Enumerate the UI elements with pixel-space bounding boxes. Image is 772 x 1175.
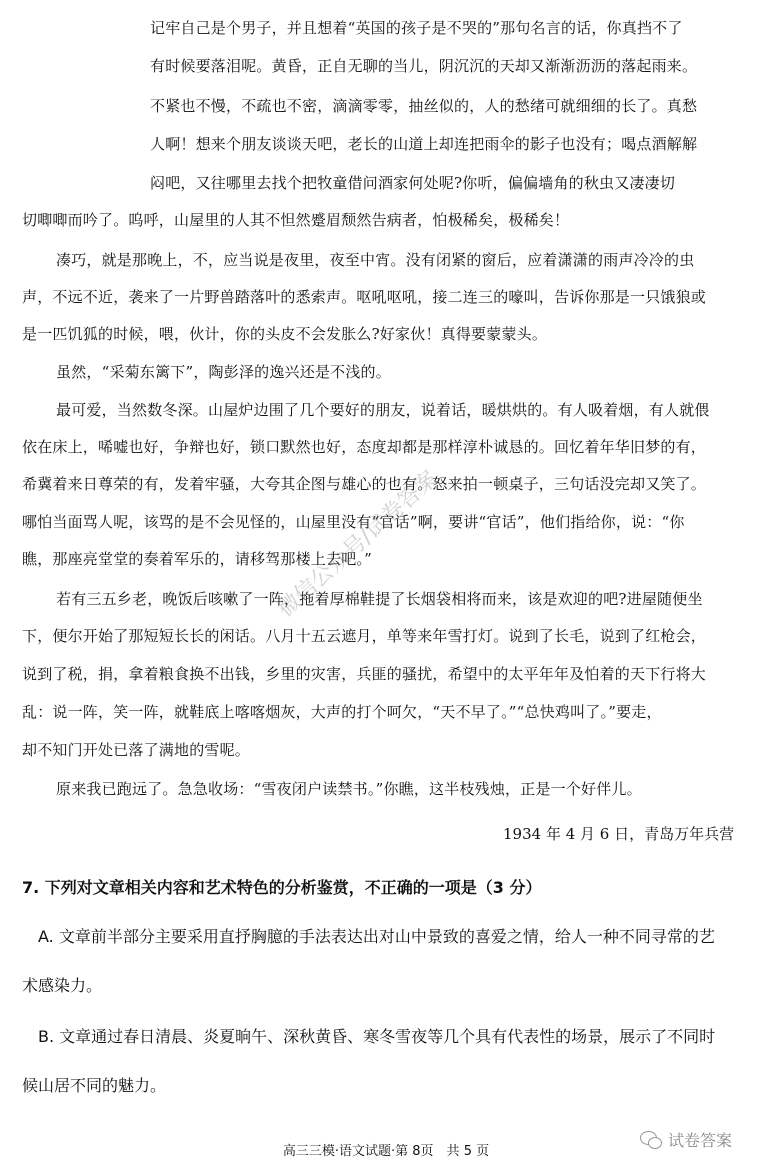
text-line: 是一匹饥狐的时候，喂，伙计，你的头皮不会发胀么?好家伙！真得要蒙蒙头。 (22, 325, 548, 343)
option-b-line2: 候山居不同的魅力。 (22, 1076, 167, 1095)
text-line: 希冀着来日尊荣的有，发着牢骚，大夸其企图与雄心的也有。怒来拍一顿桌子，三句话没完却又笑了。 (22, 475, 707, 493)
question-title: 7. 下列对文章相关内容和艺术特色的分析鉴赏，不正确的一项是（3 分） (22, 878, 542, 897)
wechat-icon (640, 1131, 662, 1149)
text-line: 哪怕当面骂人呢，该骂的是不会见怪的，山屋里没有“官话”啊，要讲“官话”，他们指给你，说：“你 (22, 513, 685, 531)
option-a-line1: A. 文章前半部分主要采用直抒胸臆的手法表达出对山中景致的喜爱之情，给人一种不同寻常的艺 (38, 927, 715, 946)
text-line: 声，不远不近，袭来了一片野兽踏落叶的悉索声。呕吼呕吼，接二连三的嚎叫，告诉你那是一只饿狼或 (22, 288, 707, 306)
text-line: 若有三五乡老，晚饭后咳嗽了一阵，拖着厚棉鞋提了长烟袋相将而来，该是欢迎的吧?进屋随便坐 (56, 590, 703, 608)
option-b-line1: B. 文章通过春日清晨、炎夏晌午、深秋黄昏、寒冬雪夜等几个具有代表性的场景，展示了不同时 (38, 1027, 716, 1046)
text-line: 有时候要落泪呢。黄昏，正自无聊的当儿，阴沉沉的天却又渐渐沥沥的落起雨来。 (150, 57, 698, 75)
text-line: 凑巧，就是那晚上，不，应当说是夜里，夜至中宵。没有闭紧的窗后，应着潇潇的雨声冷冷的虫 (56, 251, 695, 269)
text-line: 记牢自己是个男子，并且想着“英国的孩子是不哭的”那句名言的话，你真挡不了 (150, 19, 683, 37)
date-signature: 1934 年 4 月 6 日，青岛万年兵营 (503, 825, 735, 843)
text-line: 切唧唧而吟了。呜呼，山屋里的人其不怛然蹙眉颓然告病者，怕极稀矣，极稀矣！ (22, 211, 570, 229)
brand-logo (640, 1128, 732, 1151)
text-line: 不紧也不慢，不疏也不密，滴滴零零，抽丝似的，人的愁绪可就细细的长了。真愁 (150, 97, 698, 115)
text-line: 却不知门开处已落了满地的雪呢。 (22, 741, 251, 759)
text-line: 说到了税，捐，拿着粮食换不出钱，乡里的灾害，兵匪的骚扰，希望中的太平年年及怕着的天下行将大 (22, 665, 707, 683)
brand-label: 试卷答案 (668, 1131, 733, 1150)
text-line: 虽然，“采菊东篱下”，陶彭泽的逸兴还是不浅的。 (56, 363, 391, 381)
watermark: 微信公众号/试卷答案 (273, 466, 443, 623)
text-line: 人啊！想来个朋友谈谈天吧，老长的山道上却连把雨伞的影子也没有；喝点酒解解 (150, 135, 698, 153)
text-line: 依在床上，唏嘘也好，争辩也好，锁口默然也好，态度却都是那样淳朴诚恳的。回忆着年华旧梦的有， (22, 438, 707, 456)
text-line: 瞧，那座亮堂堂的奏着军乐的，请移驾那楼上去吧。” (22, 550, 372, 568)
text-line: 原来我已跑远了。急急收场：“雪夜闭户读禁书。”你瞧，这半枝残烛，正是一个好伴儿。 (56, 780, 642, 798)
text-line: 闷吧，又往哪里去找个把牧童借问酒家何处呢?你听，偏偏墙角的秋虫又凄凄切 (150, 174, 676, 192)
option-a-line2: 术感染力。 (22, 976, 103, 995)
text-line: 乱：说一阵，笑一阵，就鞋底上喀喀烟灰，大声的打个呵欠，“天不早了。”“总快鸡叫了。”要走， (22, 703, 662, 721)
text-line: 下，便尔开始了那短短长长的闲话。八月十五云遮月，单等来年雪打灯。说到了长毛，说到了红枪会， (22, 627, 707, 645)
text-line: 最可爱，当然数冬深。山屋炉边围了几个要好的朋友，说着话，暖烘烘的。有人吸着烟，有人就偎 (56, 401, 710, 419)
page-footer: 高三三模·语文试题·第 8页 共 5 页 (282, 1144, 490, 1159)
